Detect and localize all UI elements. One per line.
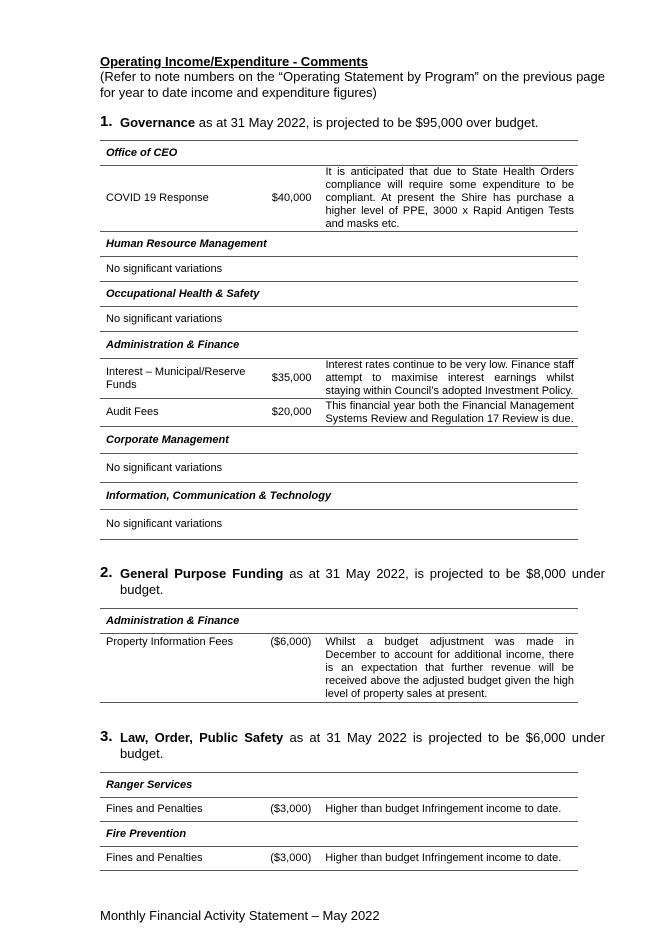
group-label: Administration & Finance [100,609,578,634]
table-row [100,399,578,427]
item-amount: $20,000 [260,399,320,427]
section-3-table [100,772,578,871]
item-amount: $40,000 [260,166,320,232]
item-amount: ($3,000) [259,847,319,871]
group-label: Human Resource Management [100,232,578,257]
item-amount: ($6,000) [259,634,319,703]
table-row [100,359,578,399]
section-summary: as at 31 May 2022, is projected to be $8,000 under budget. [120,566,605,597]
section-summary: as at 31 May 2022 is projected to be $6,000 under budget. [120,730,606,761]
section-3-title [100,730,605,762]
table-row [100,634,578,703]
section-1-title [100,115,605,131]
item-comment: Higher than budget Infringement income to date. [319,798,578,822]
group-label: Information, Communication & Technology [100,483,578,510]
item-comment: Whilst a budget adjustment was made in December to account for additional income, there is an expectation that further revenue will be received above the adjusted budget given the high level of property sales at present. [319,634,578,703]
page-footer: Monthly Financial Activity Statement – May 2022 [100,908,380,923]
item-name: Fines and Penalties [100,798,259,822]
no-variation-text: No significant variations [100,307,578,332]
group-label: Occupational Health & Safety [100,282,578,307]
item-amount: $35,000 [260,359,320,399]
item-name: Fines and Penalties [100,847,259,871]
no-variation-text: No significant variations [100,454,578,483]
item-amount: ($3,000) [259,798,319,822]
section-2-table [100,608,578,703]
no-variation-text: No significant variations [100,510,578,540]
item-name: COVID 19 Response [100,166,260,232]
section-name: Governance [120,115,196,130]
section-name: Law, Order, Public Safety [120,730,284,745]
section-number: 2. [100,564,113,581]
section-summary: as at 31 May 2022, is projected to be $95,000 over budget. [195,115,539,130]
section-name: General Purpose Funding [120,566,284,581]
group-label: Corporate Management [100,427,578,454]
table-row [100,798,578,822]
no-variation-text: No significant variations [100,257,578,282]
item-comment: Higher than budget Infringement income to date. [319,847,578,871]
item-comment: This financial year both the Financial Management Systems Review and Regulation 17 Review is due. [319,399,578,427]
item-name: Interest – Municipal/Reserve Funds [100,359,260,399]
group-label: Office of CEO [100,141,578,166]
item-comment: Interest rates continue to be very low. Finance staff attempt to maximise interest earnings whilst staying within Council’s adopted Investment Policy. [319,359,578,399]
table-row [100,166,578,232]
page-heading: Operating Income/Expenditure - Comments [100,54,368,69]
item-name: Audit Fees [100,399,260,427]
section-number: 3. [100,728,113,745]
intro-text: (Refer to note numbers on the “Operating Statement by Program” on the previous page for year to date income and expenditure figures) [100,69,605,100]
section-2-title [100,566,605,598]
group-label: Administration & Finance [100,332,578,359]
item-comment: It is anticipated that due to State Health Orders compliance will require some expenditure to be compliant. At present the Shire has purchase a higher level of PPE, 3000 x Rapid Antigen Tests and masks etc. [319,166,578,232]
item-name: Property Information Fees [100,634,259,703]
group-label: Fire Prevention [100,822,578,847]
table-row [100,847,578,871]
document-page [100,54,605,871]
section-number: 1. [100,113,113,130]
group-label: Ranger Services [100,773,578,798]
section-1-table [100,140,578,540]
